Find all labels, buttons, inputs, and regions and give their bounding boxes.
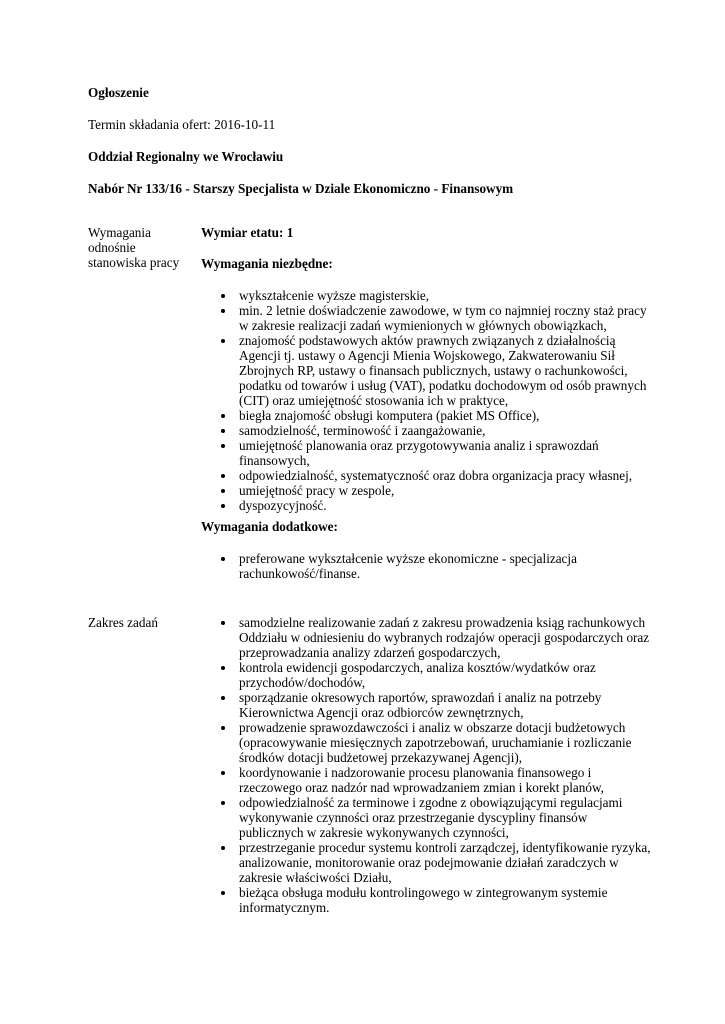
list-item-text: przestrzeganie procedur systemu kontroli zarządczej, identyfikowanie ryzyka, analizowanie, monitorowanie oraz podejmowanie działań zaradczych w zakresie właściwości Działu, (239, 840, 651, 885)
list-item (221, 885, 651, 915)
list-item (221, 303, 651, 333)
list-item (221, 840, 651, 885)
bullet-icon (221, 666, 225, 670)
list-item-text: umiejętność planowania oraz przygotowywania analiz i sprawozdań finansowych, (239, 438, 599, 468)
bullet-icon (221, 771, 225, 775)
list-item (221, 551, 621, 581)
bullet-icon (221, 504, 225, 508)
list-item (221, 333, 651, 408)
announcement-title: Ogłoszenie (88, 85, 149, 100)
list-item (221, 438, 651, 468)
list-item (221, 765, 651, 795)
bullet-icon (221, 429, 225, 433)
list-item (221, 288, 651, 303)
requirements-label (88, 225, 188, 270)
requirements-label-line: odnośnie (88, 240, 136, 255)
list-item (221, 483, 651, 498)
list-item-text: dyspozycyjność. (239, 498, 327, 513)
list-item (221, 690, 651, 720)
tasks-list (221, 615, 651, 915)
bullet-icon (221, 294, 225, 298)
list-item-text: biegła znajomość obsługi komputera (pakiet MS Office), (239, 408, 540, 423)
essential-requirements-list (221, 288, 651, 513)
bullet-icon (221, 696, 225, 700)
employment-size: Wymiar etatu: 1 (201, 225, 294, 240)
list-item-text: min. 2 letnie doświadczenie zawodowe, w tym co najmniej roczny staż pracy w zakresie realizacji zadań wymienionych w głównych obowiązkach, (239, 303, 647, 333)
requirements-label-line: stanowiska pracy (88, 255, 180, 270)
list-item-text: preferowane wykształcenie wyższe ekonomiczne - specjalizacja rachunkowość/finanse. (239, 551, 577, 581)
bullet-icon (221, 489, 225, 493)
list-item (221, 498, 651, 513)
bullet-icon (221, 474, 225, 478)
bullet-icon (221, 557, 225, 561)
list-item-text: odpowiedzialność za terminowe i zgodne z obowiązującymi regulacjami wykonywanie czynności oraz przestrzeganie dyscypliny finansów publicznych w zakresie wykonywanych czynności, (239, 795, 623, 840)
list-item-text: kontrola ewidencji gospodarczych, analiza kosztów/wydatków oraz przychodów/dochodów, (239, 660, 596, 690)
list-item-text: bieżąca obsługa modułu kontrolingowego w zintegrowanym systemie informatycznym. (239, 885, 608, 915)
list-item-text: samodzielne realizowanie zadań z zakresu prowadzenia ksiąg rachunkowych Oddziału w odniesieniu do wybranych rodzajów operacji gospodarczych oraz przeprowadzania analizy zdarzeń gospodarczych, (239, 615, 650, 660)
list-item-text: znajomość podstawowych aktów prawnych związanych z działalnością Agencji tj. ustawy o Agencji Mienia Wojskowego, Zakwaterowaniu Sił Zbrojnych RP, ustawy o finansach publicznych, ustawy o rachunkowości, podatku od towarów i usług (VAT), podatku dochodowym od osób prawnych (CIT) oraz umiejętność stosowania ich w praktyce, (239, 333, 647, 408)
list-item-text: odpowiedzialność, systematyczność oraz dobra organizacja pracy własnej, (239, 468, 633, 483)
additional-requirements-heading: Wymagania dodatkowe: (201, 519, 338, 534)
list-item (221, 795, 651, 840)
essential-requirements-heading: Wymagania niezbędne: (201, 256, 333, 271)
bullet-icon (221, 801, 225, 805)
list-item-text: prowadzenie sprawozdawczości i analiz w obszarze dotacji budżetowych (opracowywanie miesięcznych zapotrzebowań, uruchamianie i rozliczanie środków dotacji budżetowej przekazywanej Agencji), (239, 720, 632, 765)
list-item-text: sporządzanie okresowych raportów, sprawozdań i analiz na potrzeby Kierownictwa Agencji oraz odbiorców zewnętrznych, (239, 690, 602, 720)
list-item (221, 408, 651, 423)
list-item (221, 468, 651, 483)
recruitment-title: Nabór Nr 133/16 - Starszy Specjalista w Dziale Ekonomiczno - Finansowym (88, 181, 514, 196)
bullet-icon (221, 339, 225, 343)
bullet-icon (221, 891, 225, 895)
requirements-label-line: Wymagania (88, 225, 151, 240)
bullet-icon (221, 726, 225, 730)
list-item-text: samodzielność, terminowość i zaangażowanie, (239, 423, 486, 438)
bullet-icon (221, 444, 225, 448)
offer-deadline: Termin składania ofert: 2016-10-11 (88, 117, 276, 132)
bullet-icon (221, 414, 225, 418)
bullet-icon (221, 309, 225, 313)
tasks-label: Zakres zadań (88, 615, 158, 630)
list-item-text: koordynowanie i nadzorowanie procesu planowania finansowego i rzeczowego oraz nadzór nad wprowadzaniem zmian i korekt planów, (239, 765, 604, 795)
list-item-text: wykształcenie wyższe magisterskie, (239, 288, 430, 303)
list-item (221, 615, 651, 660)
bullet-icon (221, 621, 225, 625)
list-item (221, 660, 651, 690)
list-item-text: umiejętność pracy w zespole, (239, 483, 395, 498)
bullet-icon (221, 846, 225, 850)
list-item (221, 423, 651, 438)
additional-requirements-list (221, 551, 621, 581)
list-item (221, 720, 651, 765)
branch-name: Oddział Regionalny we Wrocławiu (88, 149, 284, 164)
